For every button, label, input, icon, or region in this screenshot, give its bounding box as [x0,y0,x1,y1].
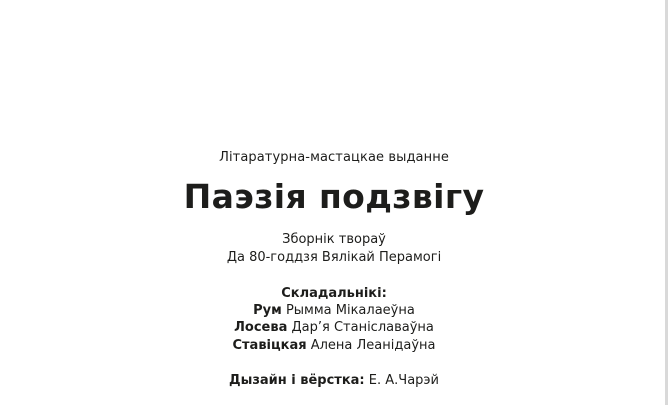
design-label: Дызайн і вёрстка: [228,373,365,388]
compiler-given-name: Алена Леанідаўна [310,338,436,353]
compiler-surname: Лосева [234,320,288,335]
book-title: Паэзія подзвігу [183,177,485,216]
compiler-given-name: Дар’я Станіславаўна [291,320,434,335]
compiler-entry [0,303,668,318]
compiler-entry [0,320,668,335]
compiler-entry [0,338,668,353]
design-credit [0,373,668,388]
compiler-given-name: Рымма Мікалаеўна [285,303,415,318]
compiler-surname: Рум [253,303,282,318]
book-subtitle: Зборнік твораў [282,232,386,247]
compilers-label: Складальнікі: [281,286,387,301]
book-dedication: Да 80-годдзя Вялікай Перамогі [226,250,442,265]
design-name: Е. А.Чарэй [368,373,439,388]
compiler-surname: Ставіцкая [232,338,307,353]
edition-type: Літаратурна-мастацкае выданне [219,150,449,165]
